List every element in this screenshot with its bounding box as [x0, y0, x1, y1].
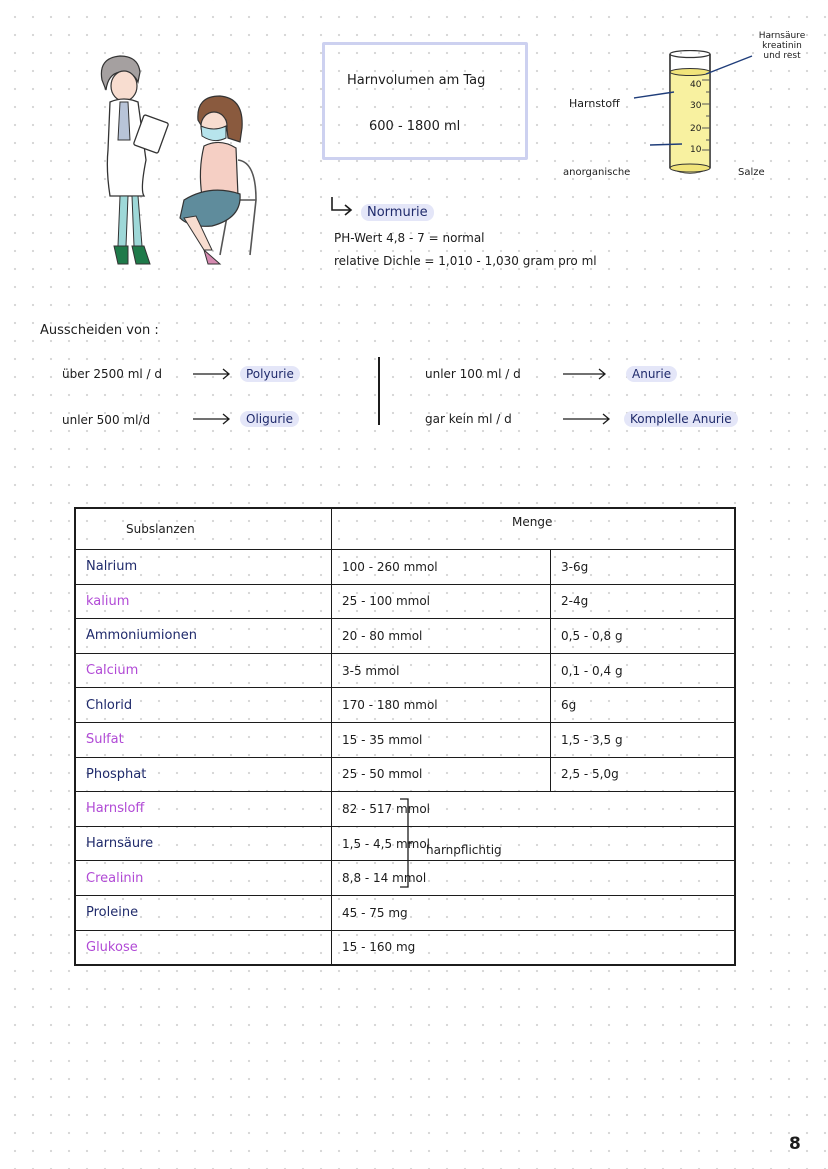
substance-name: Harnsloff [75, 792, 332, 827]
urine-volume-range: 600 - 1800 ml [369, 119, 461, 134]
substance-grams: 0,5 - 0,8 g [551, 619, 736, 654]
label-harnsaeure: Harnsäure kreatinin und rest [758, 31, 806, 61]
substance-name: Ammoniumionen [75, 619, 332, 654]
substance-grams: 6g [551, 688, 736, 723]
tick-10: 10 [690, 145, 702, 155]
substance-mmol: 170 - 180 mmol [332, 688, 551, 723]
relative-density: relative Dichle = 1,010 - 1,030 gram pro ml [334, 254, 597, 268]
divider-line [378, 357, 380, 425]
table-row [75, 688, 735, 723]
urine-volume-title: Harnvolumen am Tag [347, 73, 486, 88]
table-row [75, 930, 735, 965]
substance-mmol: 82 - 517 mmol [332, 792, 736, 827]
substance-mmol: 45 - 75 mg [332, 895, 736, 930]
substance-name: Phosphat [75, 757, 332, 792]
polyurie-term: Polyurie [240, 366, 300, 382]
ph-value: PH-Wert 4,8 - 7 = normal [334, 231, 485, 245]
substance-mmol: 15 - 35 mmol [332, 722, 551, 757]
substance-mmol: 15 - 160 mg [332, 930, 736, 965]
tick-30: 30 [690, 101, 702, 111]
anurie-term: Anurie [626, 366, 677, 382]
substance-name: Sulfat [75, 722, 332, 757]
substance-name: Nalrium [75, 550, 332, 585]
tick-20: 20 [690, 124, 702, 134]
normurie-term: Normurie [361, 204, 434, 221]
substance-name: Calcium [75, 653, 332, 688]
table-row [75, 653, 735, 688]
table-row [75, 895, 735, 930]
header-menge: Menge [332, 508, 736, 550]
substance-name: Crealinin [75, 861, 332, 896]
substance-grams: 2,5 - 5,0g [551, 757, 736, 792]
substance-mmol: 25 - 100 mmol [332, 584, 551, 619]
substance-name: Harnsäure [75, 826, 332, 861]
label-anorganische: anorganische [563, 167, 631, 178]
table-header-row [75, 508, 735, 550]
komplette-anurie-term: Komplelle Anurie [624, 411, 738, 427]
arrow-right-icon [192, 368, 232, 380]
substance-grams: 0,1 - 0,4 g [551, 653, 736, 688]
substance-grams: 3-6g [551, 550, 736, 585]
label-salze: Salze [738, 167, 765, 178]
substance-mmol: 20 - 80 mmol [332, 619, 551, 654]
table-row [75, 584, 735, 619]
harnpflichtig-label: harnpflichtig [426, 843, 502, 857]
bracket [398, 797, 412, 889]
substance-grams: 2-4g [551, 584, 736, 619]
oligurie-amount: unler 500 ml/d [62, 413, 151, 427]
arrow-right-icon [562, 413, 612, 425]
oligurie-term: Oligurie [240, 411, 299, 427]
substance-mmol: 100 - 260 mmol [332, 550, 551, 585]
substances-table [74, 507, 736, 966]
table-row [75, 722, 735, 757]
substance-name: Glukose [75, 930, 332, 965]
label-harnstoff: Harnstoff [569, 97, 620, 110]
excretion-heading: Ausscheiden von : [40, 323, 159, 338]
table-row [75, 550, 735, 585]
substance-mmol: 25 - 50 mmol [332, 757, 551, 792]
table-row [75, 757, 735, 792]
doctor-patient-illustration [80, 50, 280, 275]
substance-name: kalium [75, 584, 332, 619]
substance-name: Proleine [75, 895, 332, 930]
table-row [75, 619, 735, 654]
arrow-right-icon [192, 413, 232, 425]
page-number: 8 [789, 1134, 801, 1154]
tick-40: 40 [690, 80, 702, 90]
arrow-right-icon [562, 368, 608, 380]
komplette-anurie-amount: gar kein ml / d [425, 412, 512, 426]
anurie-amount: unler 100 ml / d [425, 367, 521, 381]
pointer-line [704, 52, 754, 77]
substance-grams: 1,5 - 3,5 g [551, 722, 736, 757]
corner-arrow-icon [328, 196, 356, 218]
substance-name: Chlorid [75, 688, 332, 723]
substance-mmol: 8,8 - 14 mmol [332, 861, 736, 896]
substance-mmol: 3-5 mmol [332, 653, 551, 688]
urine-volume-box [322, 42, 528, 160]
header-substances: Subslanzen [75, 508, 332, 550]
polyurie-amount: über 2500 ml / d [62, 367, 163, 381]
substance-mmol: 1,5 - 4,5 mmol [332, 826, 736, 861]
